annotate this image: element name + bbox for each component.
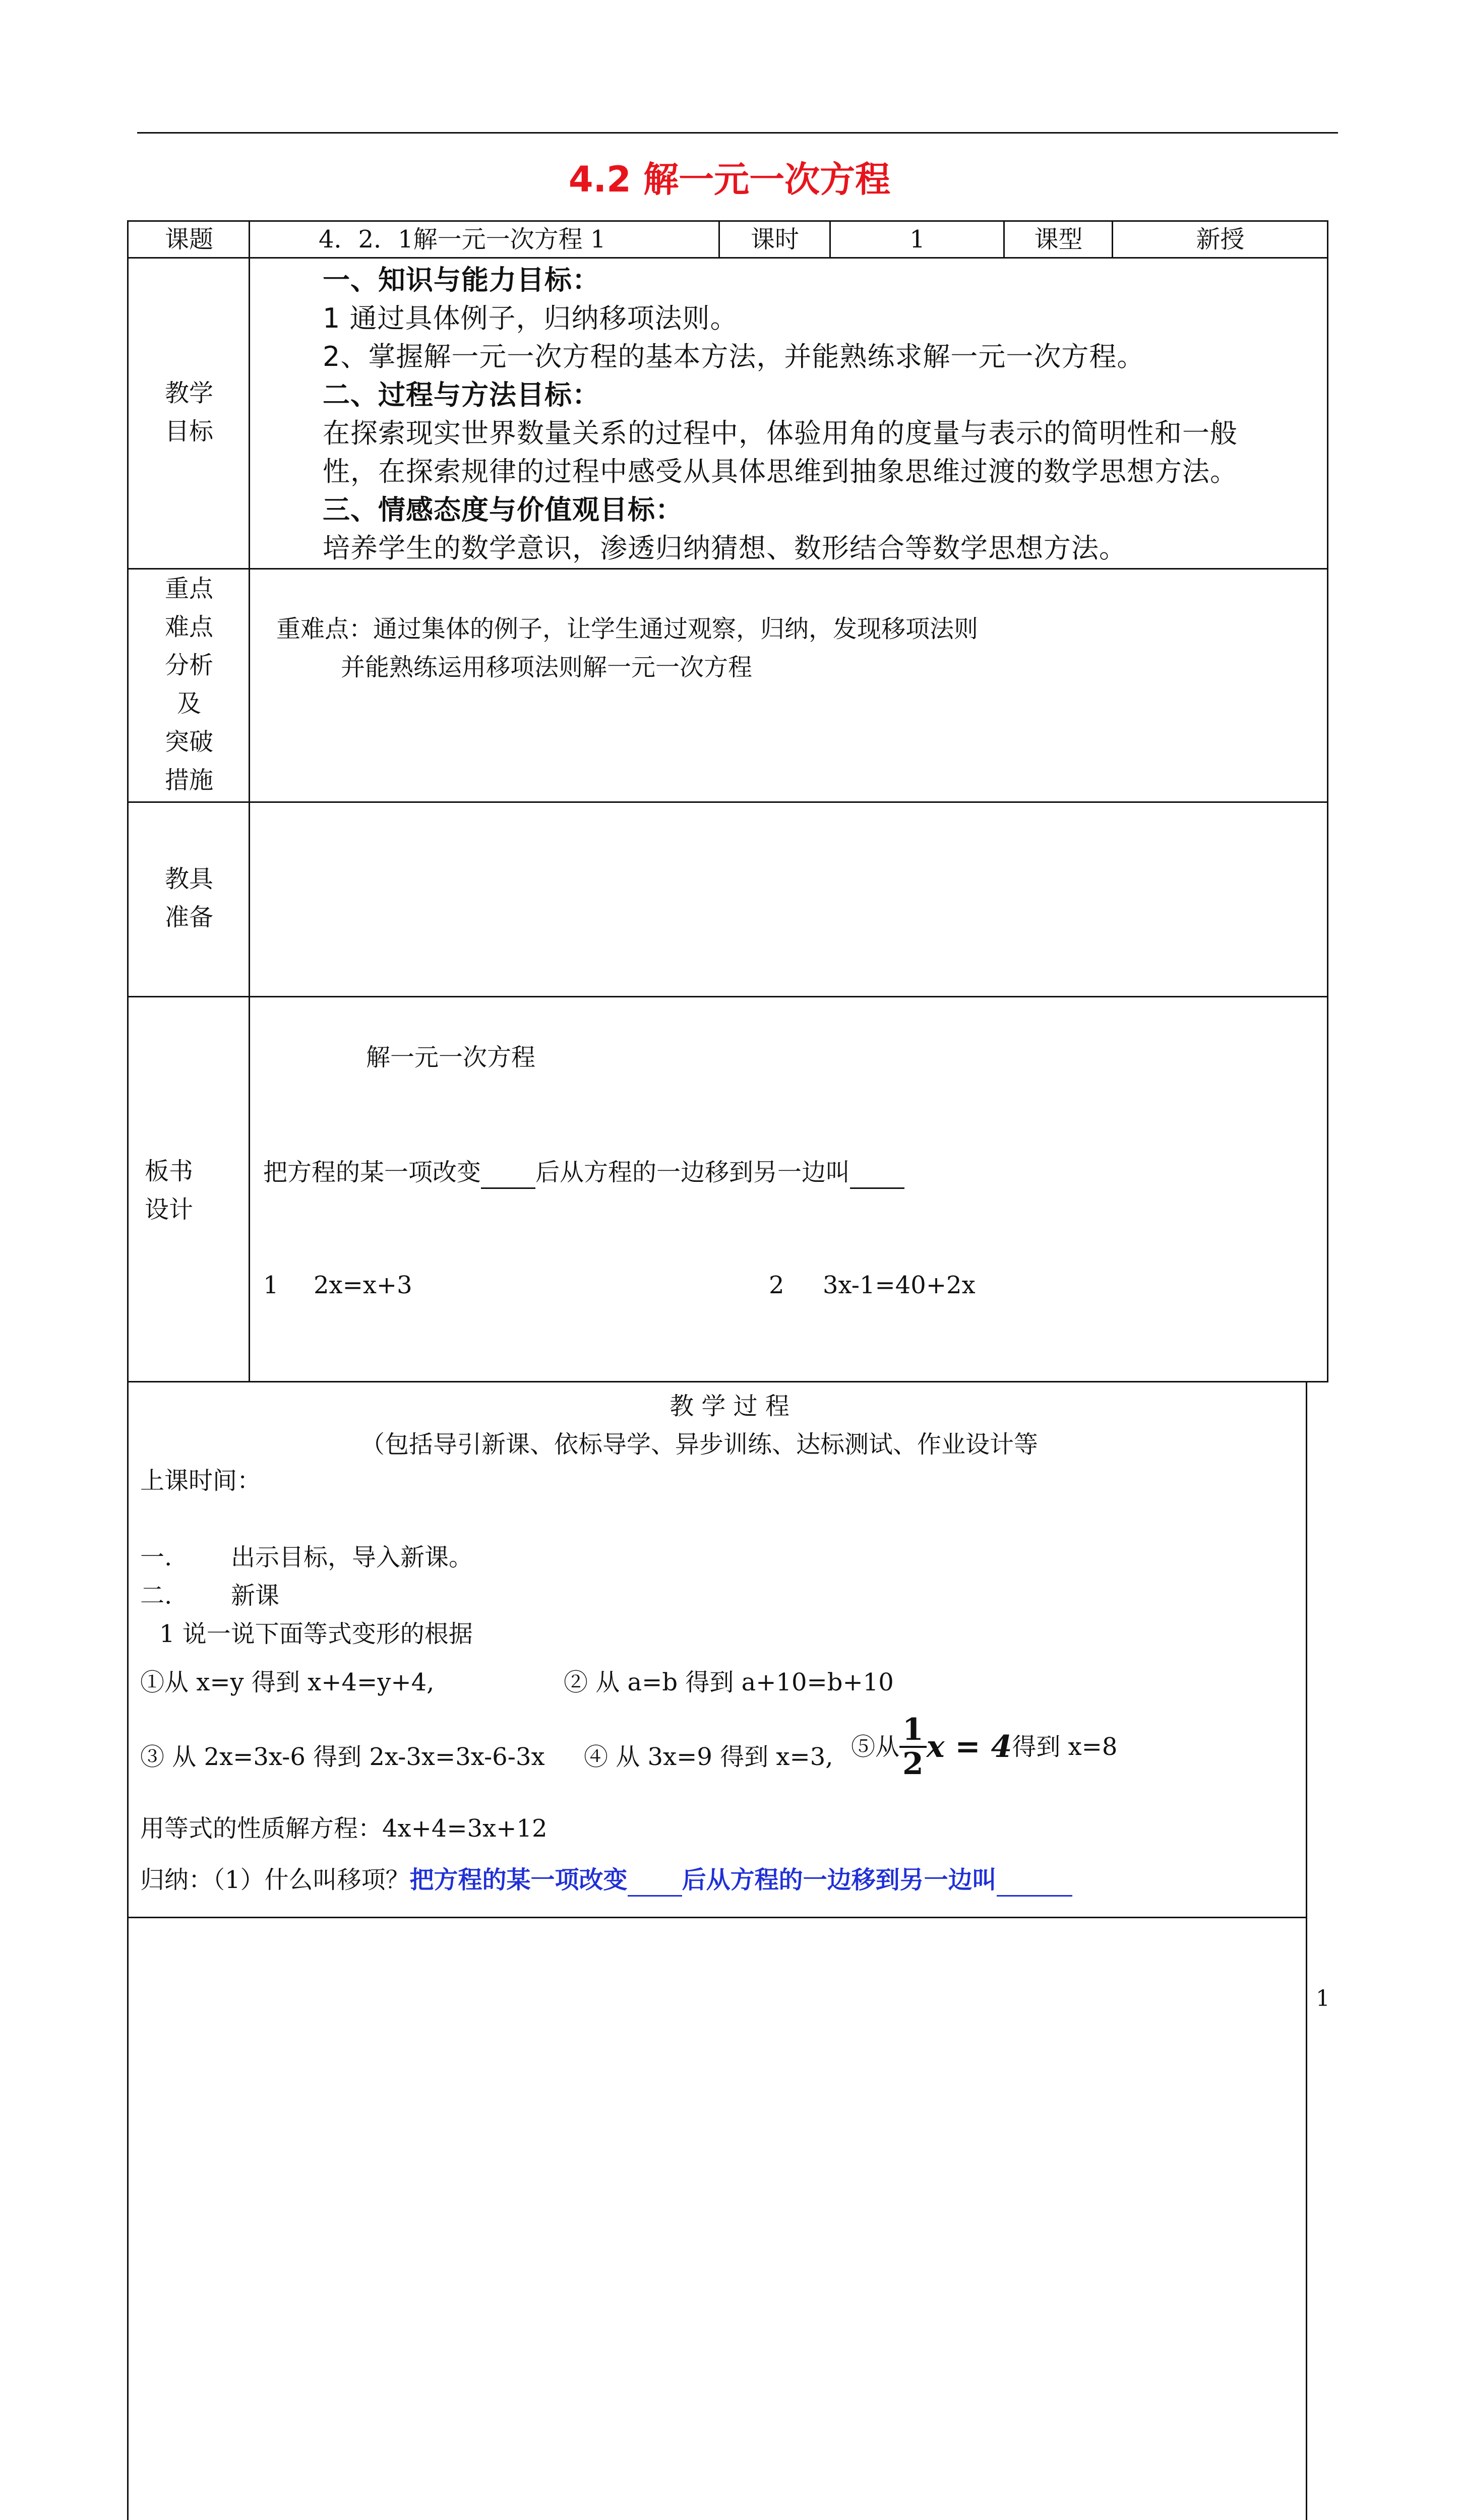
key-points-label-line: 重点 [164,575,213,603]
equation-prefix: ⑤从 [851,1733,900,1761]
process-box-left [127,1381,129,2520]
top-rule [137,132,1338,134]
objectives-label-line: 目标 [164,417,213,446]
table-border-right [1327,220,1328,1382]
objective-heading-text: 三、情感态度与价值观目标： [323,494,683,526]
summary-blue-text: 后从方程的一边移到另一边叫 [682,1866,997,1894]
fraction [899,1714,927,1780]
blank-line [481,1157,535,1189]
board-example-equation: 2x=x+3 [314,1271,412,1299]
table-row-divider [127,801,1328,803]
key-points-label-line: 及 [176,689,201,718]
objective-item: 培养学生的数学意识，渗透归纳猜想、数形结合等数学思想方法。 [323,532,1127,564]
key-points-label-line: 分析 [164,651,213,679]
equation-item: ④ 从 3x=9 得到 x=3, [584,1743,833,1771]
table-row-divider [127,568,1328,570]
objective-heading-attitude [323,491,683,529]
step-text: 新课 [231,1582,280,1610]
board-example-equation: 3x-1=40+2x [823,1271,976,1299]
summary-blue-text: 把方程的某一项改变 [409,1866,628,1894]
equation-suffix: 得到 x=8 [1012,1733,1118,1761]
equation-expression: x = 4 [926,1729,1012,1765]
topic-value: 4．2．1解一元一次方程 1 [319,225,606,254]
objective-heading-process [323,376,600,414]
page-title: 4.2 解一元一次方程 [568,159,891,200]
key-points-line: 重难点：通过集体的例子，让学生通过观察，归纳，发现移项法则 [276,615,979,643]
summary-prefix: 归纳：（1）什么叫移项？ [140,1866,410,1894]
key-points-label [129,570,250,799]
table-row-divider [127,257,1328,259]
key-points-label-line: 难点 [164,613,213,641]
table-border-bottom [127,1381,1328,1382]
topic-label: 课题 [164,225,213,254]
blank-line [997,1865,1072,1897]
objective-heading-knowledge [323,261,600,299]
blank-line [628,1865,682,1897]
objective-item: 1 通过具体例子，归纳移项法则。 [323,302,738,334]
period-label: 课时 [750,225,799,254]
equation-item: ①从 x=y 得到 x+4=y+4, [140,1668,435,1696]
solve-instruction: 用等式的性质解方程：4x+4=3x+12 [140,1814,548,1843]
class-time: 上课时间： [140,1467,262,1495]
table-row-divider [127,996,1328,997]
board-example-number: 2 [769,1271,784,1299]
equation-item: ② 从 a=b 得到 a+10=b+10 [564,1668,894,1696]
summary [140,1865,1072,1897]
materials-label [129,860,250,936]
equation-item: ③ 从 2x=3x-6 得到 2x-3x=3x-6-3x [140,1743,545,1771]
materials-label-line: 准备 [164,903,213,931]
board-rule-part: 后从方程的一边移到另一边叫 [535,1158,850,1186]
objective-item: 在探索现实世界数量关系的过程中，体验用角的度量与表示的简明性和一般 [323,417,1238,449]
board-label [129,1152,209,1229]
period-value: 1 [909,225,925,254]
objectives-label [129,374,250,451]
blank-line [850,1157,904,1189]
fraction-denominator: 2 [902,1746,924,1782]
step-number: 二. [140,1582,172,1610]
key-points-line: 并能熟练运用移项法则解一元一次方程 [341,653,753,681]
materials-label-line: 教具 [164,865,213,893]
objective-item: 性，在探索规律的过程中感受从具体思维到抽象思维过渡的数学思想方法。 [323,456,1238,487]
objectives-label-line: 教学 [164,379,213,407]
process-heading: 教 学 过 程 [670,1392,789,1420]
key-points-label-line: 措施 [164,766,213,794]
board-label-line: 板书 [144,1157,193,1185]
objective-item: 2、掌握解一元一次方程的基本方法，并能熟练求解一元一次方程。 [323,341,1145,372]
equation-item-fraction [851,1714,1117,1780]
question: 1 说一说下面等式变形的根据 [159,1620,473,1648]
table-border-top [127,220,1328,222]
board-heading: 解一元一次方程 [366,1043,536,1072]
board-example-number: 1 [263,1271,279,1299]
board-rule [263,1157,904,1189]
objective-heading-text: 一、知识与能力目标： [323,264,600,296]
objective-heading-text: 二、过程与方法目标： [323,379,600,411]
type-value: 新授 [1196,225,1245,254]
board-rule-part: 把方程的某一项改变 [263,1158,481,1186]
key-points-label-line: 突破 [164,728,213,756]
fraction-numerator: 1 [899,1714,927,1748]
process-subheading: （包括导引新课、依标导学、异步训练、达标测试、作业设计等 [360,1430,1039,1459]
process-box-bottom [127,1917,1307,1918]
process-box-right [1306,1381,1307,2520]
step-text: 出示目标，导入新课。 [231,1543,473,1571]
board-label-line: 设计 [144,1195,193,1224]
step-number: 一. [140,1543,172,1571]
page-number: 1 [1316,1986,1330,2011]
type-label: 课型 [1034,225,1083,254]
